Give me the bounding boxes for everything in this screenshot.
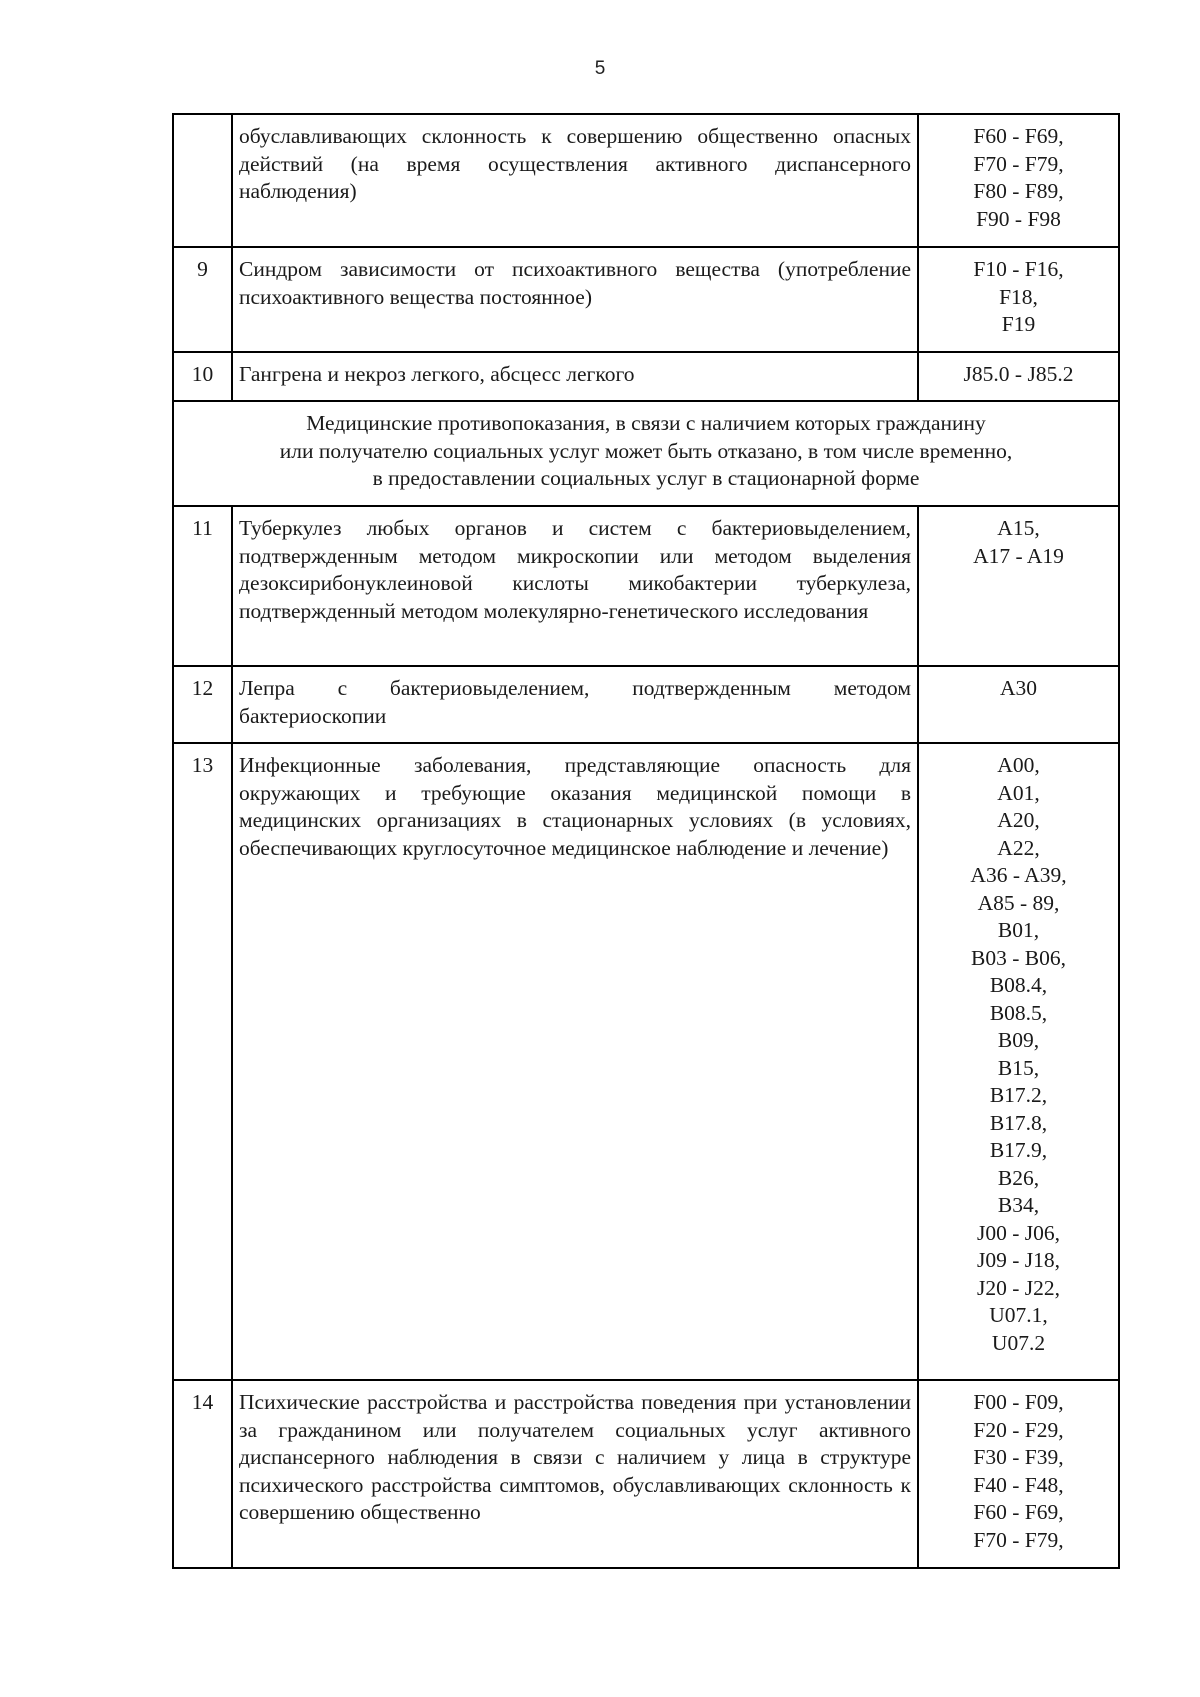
row-number: 12: [173, 666, 232, 743]
row-number: 9: [173, 247, 232, 352]
icd-code: B03 - B06,: [971, 945, 1066, 970]
section-heading-line: Медицинские противопоказания, в связи с наличием которых гражданину: [306, 411, 986, 435]
icd-code: B15,: [997, 1055, 1040, 1080]
row-description: Гангрена и некроз легкого, абсцесс легкого: [232, 352, 918, 401]
icd-code: J20 - J22,: [976, 1275, 1061, 1300]
table-row: [173, 114, 1119, 247]
icd-code: B17.8,: [989, 1110, 1048, 1135]
table-row: [173, 352, 1119, 401]
icd-code: F40 - F48,: [973, 1472, 1064, 1497]
icd-code: B08.5,: [989, 1000, 1048, 1025]
icd-code: F70 - F79,: [973, 1527, 1064, 1552]
icd-code: A00,: [997, 753, 1040, 777]
row-codes: [918, 1380, 1119, 1568]
icd-code: F60 - F69,: [973, 124, 1064, 148]
row-number: [173, 114, 232, 247]
icd-code: A36 - A39,: [970, 863, 1067, 887]
icd-code: J00 - J06,: [976, 1220, 1061, 1245]
icd-code: B08.4,: [989, 973, 1048, 997]
row-number: 10: [173, 352, 232, 401]
page-number: 5: [594, 58, 606, 79]
table-row: [173, 666, 1119, 743]
row-codes: [918, 666, 1119, 743]
row-number: 13: [173, 743, 232, 1380]
icd-code: J09 - J18,: [976, 1248, 1061, 1272]
icd-code: B01,: [997, 918, 1040, 942]
section-heading-line: или получателю социальных услуг может быть отказано, в том числе временно,: [279, 438, 1013, 463]
row-codes: [918, 506, 1119, 666]
icd-code: B34,: [997, 1193, 1040, 1217]
icd-code: A30: [999, 676, 1038, 700]
table-row: [173, 247, 1119, 352]
icd-code: B17.9,: [989, 1138, 1048, 1162]
icd-code: A01,: [997, 780, 1040, 805]
icd-code: F18,: [999, 284, 1038, 309]
table-row: [173, 743, 1119, 1380]
icd-code: F80 - F89,: [973, 179, 1064, 203]
icd-code: F60 - F69,: [973, 1500, 1064, 1524]
table-row: [173, 1380, 1119, 1568]
row-codes: [918, 114, 1119, 247]
icd-code: A20,: [997, 808, 1040, 832]
icd-code: F70 - F79,: [973, 151, 1064, 176]
icd-code: F20 - F29,: [973, 1417, 1064, 1442]
icd-code: A17 - A19: [973, 543, 1064, 568]
icd-code: F90 - F98: [976, 206, 1061, 231]
icd-code: F30 - F39,: [973, 1445, 1064, 1469]
icd-code: B26,: [997, 1165, 1040, 1190]
row-description: Психические расстройства и расстройства поведения при установлении за гражданином или получателем социальных услуг активного диспансерного наблюдения в связи с наличием у лица в структуре психического расстройства симптомов, обуславливающих склонность к совершению общественно: [232, 1380, 918, 1568]
icd-code: B09,: [997, 1028, 1040, 1052]
icd-code: U07.1,: [989, 1303, 1048, 1327]
section-heading-row: [173, 401, 1119, 506]
row-description: Туберкулез любых органов и систем с бактериовыделением, подтвержденным методом микроскопии или методом выделения дезоксирибонуклеиновой кислоты микобактерии туберкулеза, подтвержденный методом молекулярно-генетического исследования: [232, 506, 918, 666]
icd-code: F10 - F16,: [973, 257, 1064, 281]
row-description: Инфекционные заболевания, представляющие опасность для окружающих и требующие оказания медицинской помощи в медицинских организациях в стационарных условиях (в условиях, обеспечивающих круглосуточное медицинское наблюдение и лечение): [232, 743, 918, 1380]
row-description: обуславливающих склонность к совершению общественно опасных действий (на время осуществления активного диспансерного наблюдения): [232, 114, 918, 247]
icd-code: A22,: [997, 835, 1040, 860]
row-codes: [918, 743, 1119, 1380]
icd-code: A85 - 89,: [977, 890, 1060, 915]
section-heading: [173, 401, 1119, 506]
icd-code: B17.2,: [989, 1083, 1048, 1107]
row-description: Лепра с бактериовыделением, подтвержденным методом бактериоскопии: [232, 666, 918, 743]
section-heading-line: в предоставлении социальных услуг в стационарной форме: [372, 466, 920, 490]
row-description: Синдром зависимости от психоактивного вещества (употребление психоактивного вещества постоянное): [232, 247, 918, 352]
icd-code: U07.2: [991, 1330, 1046, 1355]
icd-code: F19: [1001, 312, 1036, 336]
icd-code: F00 - F09,: [973, 1390, 1064, 1414]
icd-code: J85.0 - J85.2: [963, 362, 1074, 386]
contraindications-table: [172, 113, 1120, 1569]
row-number: 11: [173, 506, 232, 666]
row-codes: [918, 352, 1119, 401]
row-codes: [918, 247, 1119, 352]
icd-code: A15,: [997, 516, 1040, 540]
table-row: [173, 506, 1119, 666]
row-number: 14: [173, 1380, 232, 1568]
